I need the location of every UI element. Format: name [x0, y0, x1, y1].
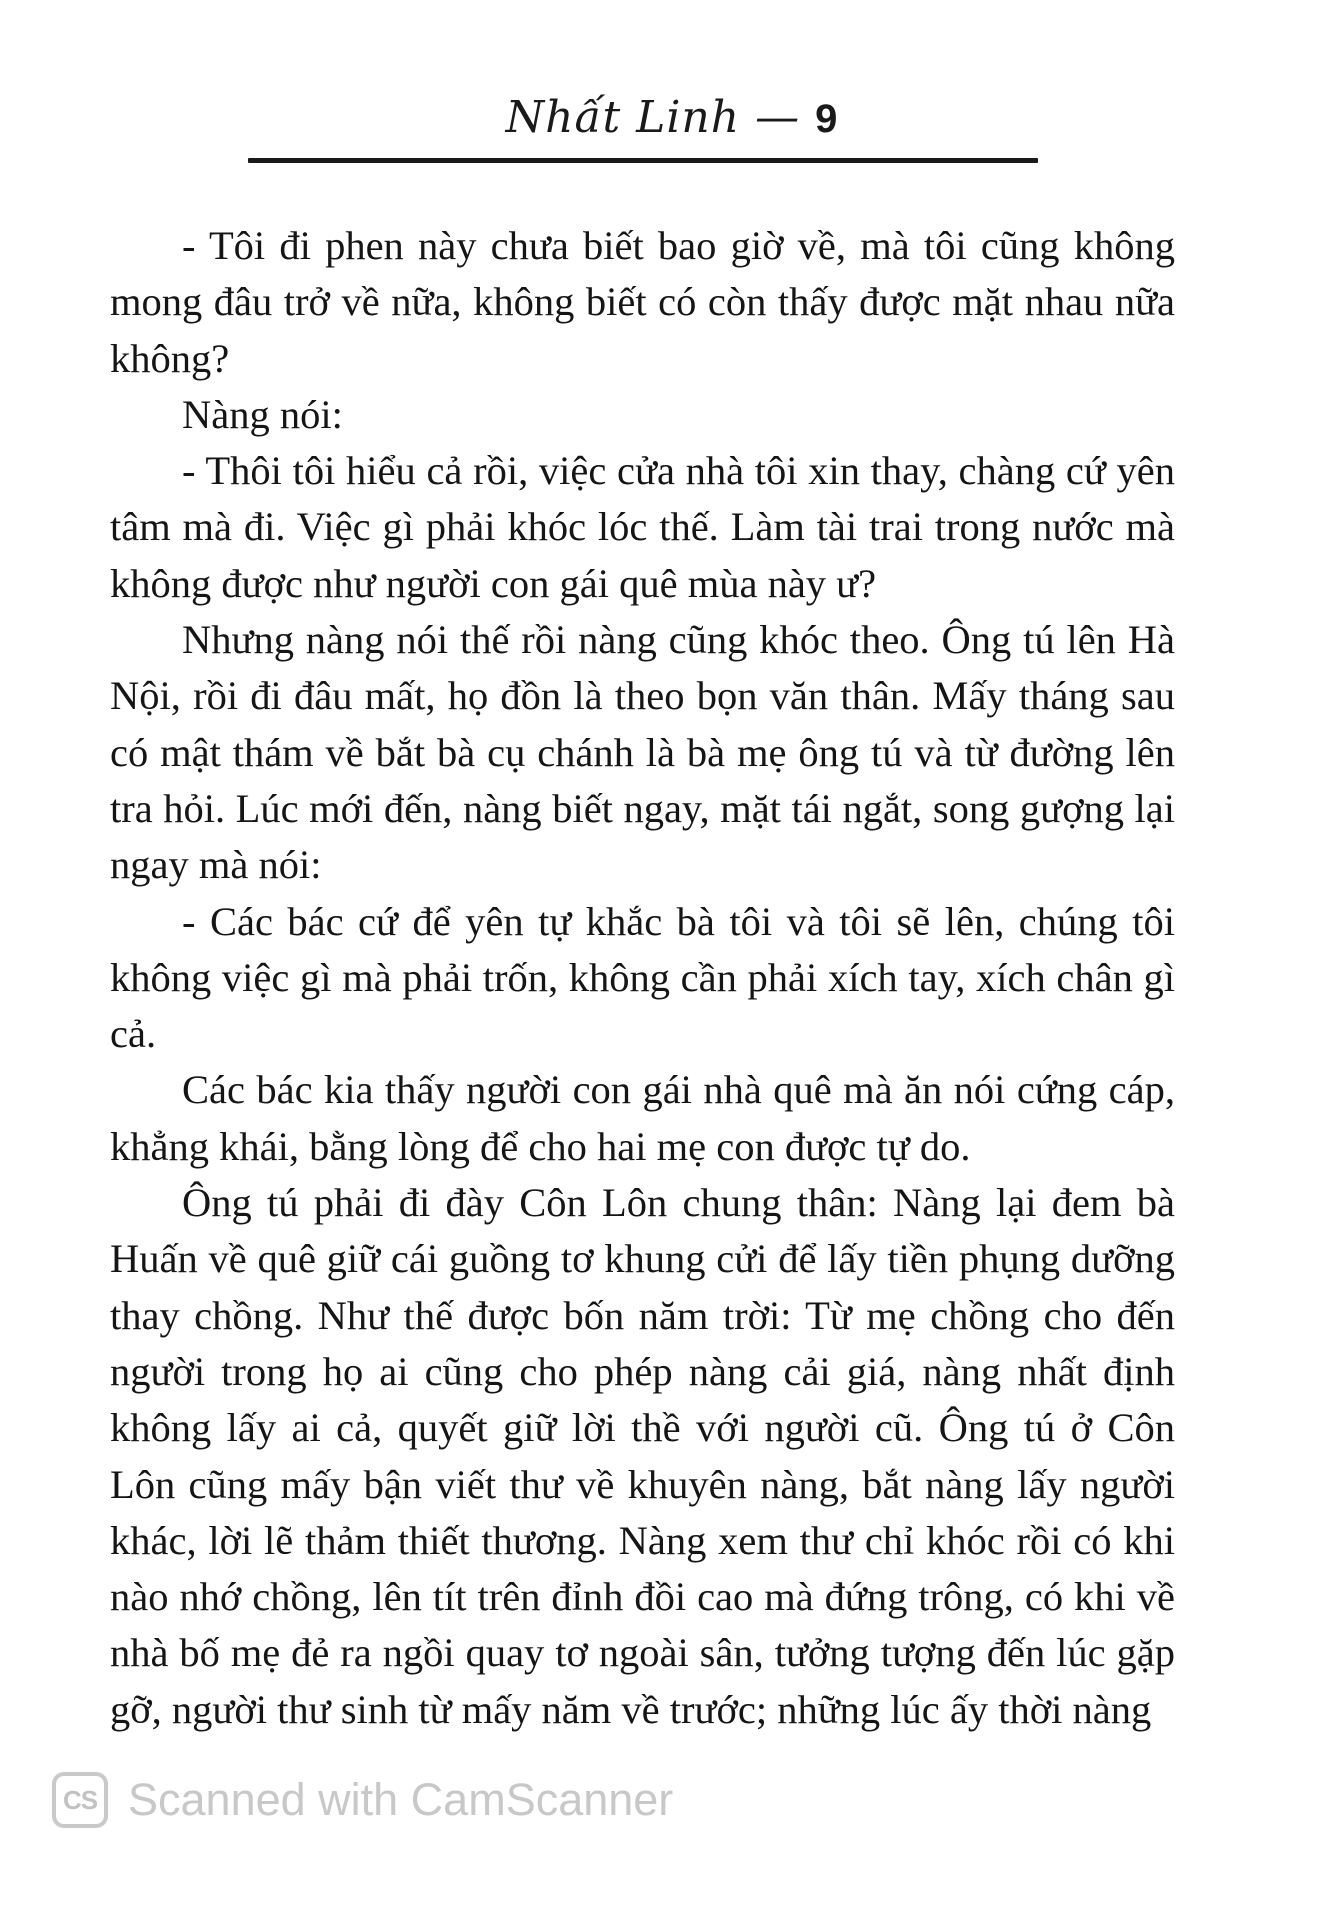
- body-text: [110, 218, 1175, 1738]
- page-number: 9: [815, 97, 839, 141]
- paragraph: Nàng nói:: [182, 391, 343, 437]
- running-header: [0, 92, 1344, 143]
- paragraph: - Các bác cứ để yên tự khắc bà tôi và tôi sẽ lên, chúng tôi không việc gì mà phải trốn, không cần phải xích tay, xích chân gì cả.: [110, 898, 1175, 1057]
- paragraph: - Tôi đi phen này chưa biết bao giờ về, mà tôi cũng không mong đâu trở về nữa, không biết có còn thấy được mặt nhau nữa không?: [110, 223, 1175, 381]
- paragraph: - Thôi tôi hiểu cả rồi, việc cửa nhà tôi xin thay, chàng cứ yên tâm mà đi. Việc gì phải khóc lóc thế. Làm tài trai trong nước mà không được như người con gái quê mùa này ư?: [110, 448, 1175, 606]
- camscanner-logo-icon: CS: [52, 1772, 108, 1828]
- header-author: Nhất Linh: [505, 92, 741, 143]
- header-rule: [248, 158, 1038, 163]
- watermark-text: Scanned with CamScanner: [128, 1774, 674, 1825]
- header-separator: —: [740, 92, 816, 143]
- paragraph: Các bác kia thấy người con gái nhà quê mà ăn nói cứng cáp, khẳng khái, bằng lòng để cho hai mẹ con được tự do.: [110, 1067, 1175, 1169]
- paragraph: Ông tú phải đi đày Côn Lôn chung thân: Nàng lại đem bà Huấn về quê giữ cái guồng tơ khung cửi để lấy tiền phụng dưỡng thay chồng. Như thế được bốn năm trời: Từ mẹ chồng cho đến người trong họ ai cũng cho phép nàng cải giá, nàng nhất định không lấy ai cả, quyết giữ lời thề với người cũ. Ông tú ở Côn Lôn cũng mấy bận viết thư về khuyên nàng, bắt nàng lấy người khác, lời lẽ thảm thiết thương. Nàng xem thư chỉ khóc rồi có khi nào nhớ chồng, lên tít trên đỉnh đồi cao mà đứng trông, có khi về nhà bố mẹ đẻ ra ngồi quay tơ ngoài sân, tưởng tượng đến lúc gặp gỡ, người thư sinh từ mấy năm về trước; những lúc ấy thời nàng: [110, 1180, 1175, 1732]
- paragraph: Nhưng nàng nói thế rồi nàng cũng khóc theo. Ông tú lên Hà Nội, rồi đi đâu mất, họ đồn là theo bọn văn thân. Mấy tháng sau có mật thám về bắt bà cụ chánh là bà mẹ ông tú và từ đường lên tra hỏi. Lúc mới đến, nàng biết ngay, mặt tái ngắt, song gượng lại ngay mà nói:: [110, 617, 1175, 888]
- camscanner-watermark: [52, 1772, 673, 1828]
